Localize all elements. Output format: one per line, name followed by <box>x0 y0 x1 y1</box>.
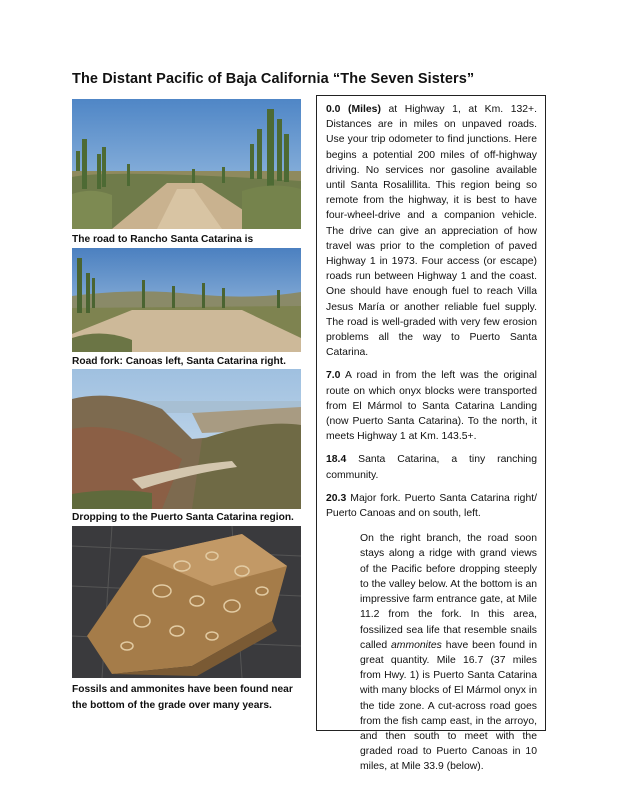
road-log-box <box>316 95 546 773</box>
mile-marker: 7.0 <box>326 370 341 382</box>
detail-text: have been found in great quantity. Mile 16.7 (37 miles from Hwy. 1) is Puerto Santa Catarina with many blocks of El Mármol onyx in the tide zone. A cut-across road goes from the fish camp east, in the arroyo, and then south to meet with the graded road to Puerto Canoas in 10 miles, at Mile 33.9 (below). <box>360 639 537 773</box>
caption-4: Fossils and ammonites have been found near the bottom of the grade over many years. <box>72 684 293 711</box>
mile-marker: 18.4 <box>326 454 347 466</box>
log-entry-18-4 <box>326 452 537 482</box>
photo-dropping-grade <box>72 369 301 509</box>
caption-2: Road fork: Canoas left, Santa Catarina right. <box>72 356 286 367</box>
log-entry-20-3 <box>326 491 537 521</box>
photo-road-fork <box>72 248 301 352</box>
log-text: A road in from the left was the original route on which onyx blocks were transported from El Mármol to Santa Catarina Landing (now Puerto Santa Catarina). To the north, it meets Highway 1 at Km. 143.5+. <box>326 370 537 443</box>
page-title: The Distant Pacific of Baja California “The Seven Sisters” <box>72 71 475 87</box>
caption-1: The road to Rancho Santa Catarina is <box>72 234 254 245</box>
detail-emphasis: ammonites <box>391 639 442 651</box>
right-branch-detail <box>360 531 537 774</box>
log-text: at Highway 1, at Km. 132+. Distances are in miles on unpaved roads. Use your trip odometer to find junctions. Here begins a potential 200 miles of off-highway driving. No services nor gasoline available until Santa Rosalillita. This region being so remote from the highway, it is best to have four-wheel-drive and a companion vehicle. The drive can give an appreciation of how travel was prior to the completion of paved Highway 1 in 1973. Four access (or escape) roads run between Highway 1 and the coast. One should have enough fuel to reach Villa Jesus María or another reliable fuel supply. The road is well-graded with very few erosion problems all the way to Puerto Santa Catarina. <box>326 104 537 359</box>
caption-3: Dropping to the Puerto Santa Catarina region. <box>72 512 294 523</box>
detail-text: On the right branch, the road soon stays along a ridge with grand views of the Pacific before dropping steeply to the valley below. At the bottom is an impressive farm entrance gate, at Mile 11.2 from the fork. In this area, fossilized sea life that resemble snails called <box>360 533 537 651</box>
log-text: Major fork. Puerto Santa Catarina right/ Puerto Canoas and on south, left. <box>326 492 537 520</box>
mile-marker: 20.3 <box>326 492 347 504</box>
log-entry-7-0 <box>326 368 537 444</box>
log-entry-0-mile0 <box>326 102 537 360</box>
photo-road-rancho <box>72 99 301 229</box>
photo-fossil-rock <box>72 526 301 678</box>
mile-marker: 0.0 (Miles) <box>326 104 381 115</box>
log-text: Santa Catarina, a tiny ranching community. <box>326 454 537 481</box>
